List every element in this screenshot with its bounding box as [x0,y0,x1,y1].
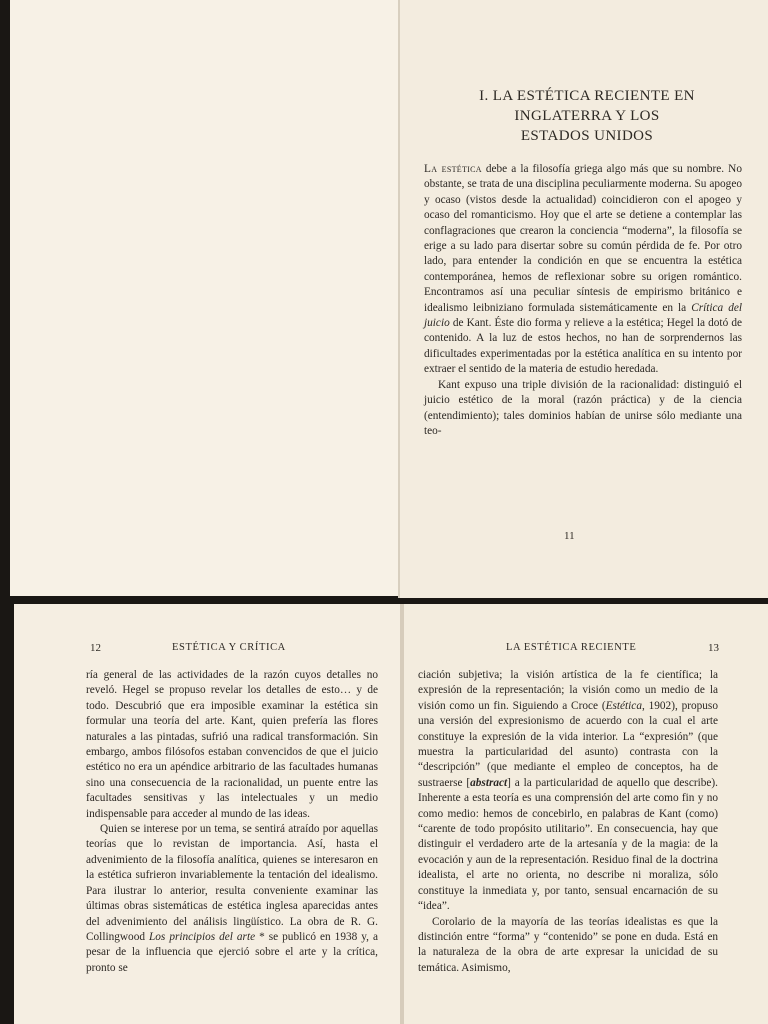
book-title-italic: Crítica del juicio [424,301,743,330]
page-11-body [424,162,742,439]
paragraph-text: , 1902), propuso una versión del expresionismo de acuerdo con la cual el arte constituye la expresión de la vida interior. La “expresión” (que muestra la particularidad del asunto) contrasta con la “descripción” (que mediante el empleo de conceptos, ha de sustraerse [ [418,699,718,789]
paragraph-text: * se publicó en 1938 y, a pesar de la influencia que ejerció sobre el arte y la crítica, pronto se [86,930,379,974]
page-13-body [418,668,718,976]
paragraph: ría general de las actividades de la razón cuyos detalles no reveló. Hegel se propuso revelar los detalles de esto… y de todo. Descubrió que era imposible examinar la estética sin formular una teoría del arte. Kant, quien prefería las flores naturales a las pintadas, sufrió una radical transformación. Sin embargo, ambos filósofos estaban convencidos de que el juicio estético no era un apéndice arbitrario de las facultades humanas sino una consecuencia de la racionalidad, un puente entre las facultades sensitivas y las intelectuales y un medio indispensable para acceder al mundo de las ideas. [86,669,378,820]
paragraph-text: de Kant. Éste dio forma y relieve a la estética; Hegel la dotó de contenido. A la luz de estos hechos, no han de sorprendernos las dificultades experimentadas por la estética analítica en su intento por extraer el sentido de la materia de estudio heredada. [424,317,742,376]
opening-smallcaps: La estética [424,163,482,175]
paragraph-text: ] a la particularidad de aquello que describe). Inherente a esta teoría es una comprensión del arte como fin y no como medio: hemos de concebirlo, en palabras de Kant (como) “carente de todo propósito utilitario”. En consecuencia, hay que distinguir el verdadero arte de la artesanía y de la magia: de la evocación y aun de la representación. Residuo final de la doctrina idealista, el arte no orienta, no describe ni moraliza, sólo constituye la inmediata y, por tanto, sensual encarnación de su “idea”. [418,776,718,913]
paragraph [418,668,718,915]
running-head: ESTÉTICA Y CRÍTICA [172,642,286,653]
running-head: LA ESTÉTICA RECIENTE [506,642,637,653]
chapter-title-line-2: INGLATERRA Y LOS [514,108,660,124]
paragraph-text: ciación subjetiva; la visión artística de la fe científica; la expresión de la representación; la visión como un medio de la visión como un fin. Siguiendo a Croce ( [418,669,718,712]
paragraph-text: debe a la filosofía griega algo más que su nombre. No obstante, se trata de una disciplina peculiarmente moderna. Su apogeo y ocaso (vistos desde la actualidad) coincidieron con el apogeo y ocaso del romanticismo. Hoy que el arte se detiene a contemplar las conflagraciones que crearon la conciencia “moderna”, la filosofía se erige a su lado para disertar sobre su común pérdida de fe. Por otro lado, para entender la condición en que se encuentra la estética contemporánea, hemos de reflexionar sobre su origen romántico. Encontramos así una peculiar síntesis de empirismo británico e idealismo leibniziano formulada sistemáticamente en la [424,163,742,314]
page-11 [400,0,768,598]
book-title-italic: Los principios del arte [149,930,256,943]
chapter-title-line-3: ESTADOS UNIDOS [520,128,654,144]
book-title-italic: Estética [605,699,642,712]
paragraph: Kant expuso una triple división de la racionalidad: distinguió el juicio estético de la moral (razón práctica) y de la ciencia (entendimiento); tales dominios habían de unirse sólo mediante una teo- [424,378,742,437]
chapter-title-line-1: I. LA ESTÉTICA RECIENTE EN [479,88,695,104]
blank-page [10,0,398,596]
page-number: 12 [90,642,101,654]
term-italic: abstract [470,776,508,789]
paragraph-text: Quien se interese por un tema, se sentirá atraído por aquellas teorías que lo revistan de importancia. Así, hasta el advenimiento de la filosofía analítica, quienes se interesaron en la estética sufrieron invariablemente la tentación del idealismo. Para ilustrar lo anterior, resulta conveniente examinar las últimas obras sistemáticas de estética inglesa aparecidas antes del advenimiento del análisis lingüístico. La obra de R. G. Collingwood [86,823,378,943]
paragraph [424,162,742,378]
chapter-title [422,86,752,146]
page-12-body [86,668,378,976]
page-number: 11 [564,530,575,542]
page-12 [14,604,400,1024]
page-number: 13 [708,642,719,654]
paragraph [86,822,378,976]
page-13 [404,604,768,1024]
paragraph: Corolario de la mayoría de las teorías idealistas es que la distinción entre “forma” y “contenido” se pone en duda. Está en la naturaleza de la obra de arte expresar la unicidad de su temática. Asimismo, [418,915,718,974]
